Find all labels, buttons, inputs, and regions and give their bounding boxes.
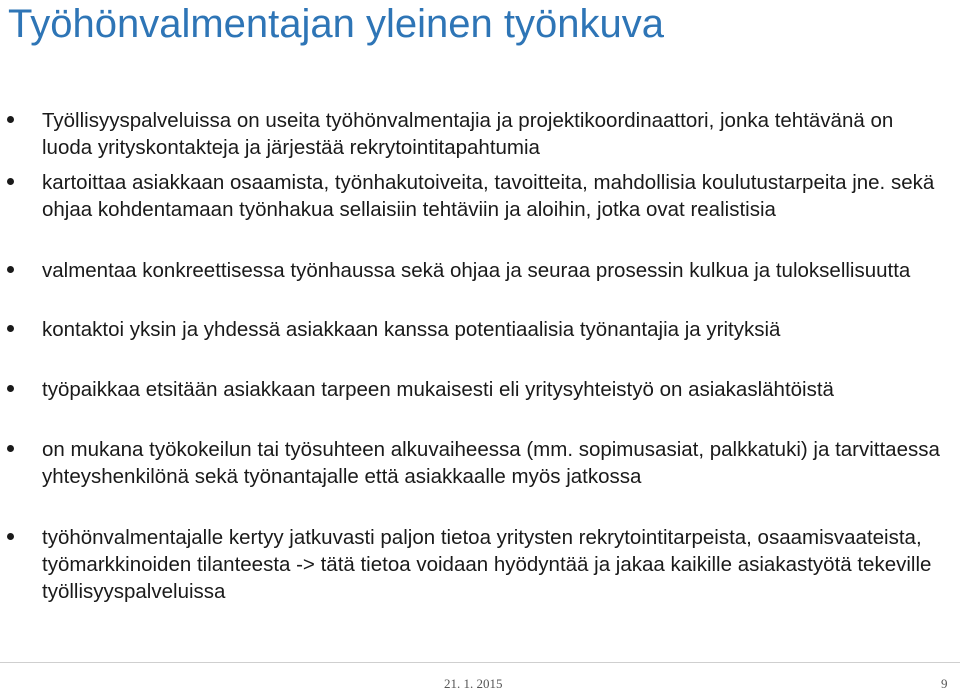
bullet-text: työpaikkaa etsitään asiakkaan tarpeen mukaisesti eli yritysyhteistyö on asiakaslähtöistä: [42, 378, 834, 401]
bullet-dot-icon: [7, 116, 14, 123]
bullet-dot-icon: [7, 178, 14, 185]
bullet-dot-icon: [7, 445, 14, 452]
bullet-text: työhönvalmentajalle kertyy jatkuvasti paljon tietoa yritysten rekrytointitarpeista, osaamisvaateista, työmarkkinoiden tilanteesta -> tätä tietoa voidaan hyödyntää ja jakaa kaikille asiakastyötä tekeville työllisyyspalveluissa: [42, 526, 932, 603]
bullet-dot-icon: [7, 385, 14, 392]
bullet-dot-icon: [7, 325, 14, 332]
footer-divider: [0, 662, 960, 663]
bullet-text: kontaktoi yksin ja yhdessä asiakkaan kanssa potentiaalisia työnantajia ja yrityksiä: [42, 318, 781, 341]
footer-date: 21. 1. 2015: [444, 676, 503, 691]
slide-title: Työhönvalmentajan yleinen työnkuva: [8, 2, 664, 46]
bullet-dot-icon: [7, 266, 14, 273]
bullet-text: valmentaa konkreettisessa työnhaussa sekä ohjaa ja seuraa prosessin kulkua ja tuloksellisuutta: [42, 259, 911, 282]
bullet-text: on mukana työkokeilun tai työsuhteen alkuvaiheessa (mm. sopimusasiat, palkkatuki) ja tarvittaessa yhteyshenkilönä sekä työnantajalle että asiakkaalle myös jatkossa: [42, 438, 940, 488]
bullet-text: kartoittaa asiakkaan osaamista, työnhakutoiveita, tavoitteita, mahdollisia koulutustarpeita jne. sekä ohjaa kohdentamaan työnhakua sellaisiin tehtäviin ja aloihin, jotka ovat realistisia: [42, 171, 935, 221]
page-number: 9: [941, 676, 948, 691]
bullet-dot-icon: [7, 533, 14, 540]
bullet-text: Työllisyyspalveluissa on useita työhönvalmentajia ja projektikoordinaattori, jonka tehtävänä on luoda yrityskontakteja ja järjestää rekrytointitapahtumia: [42, 109, 894, 159]
